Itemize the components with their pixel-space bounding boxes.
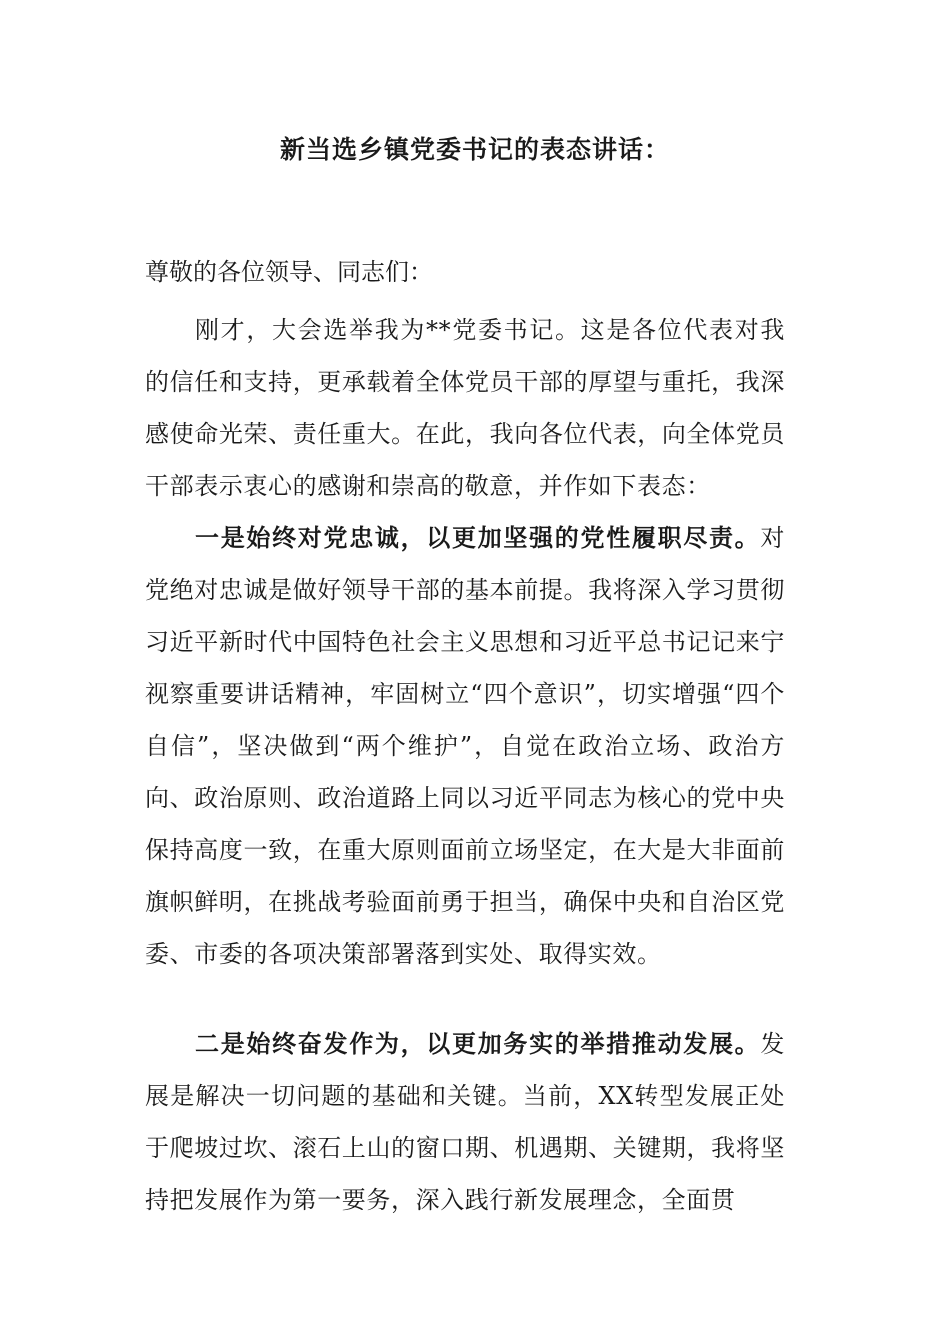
paragraph-body: 刚才，大会选举我为**党委书记。这是各位代表对我的信任和支持，更承载着全体党员干部的厚望与重托，我深感使命光荣、责任重大。在此，我向各位代表，向全体党员干部表示衷心的感谢和崇高的敬意，并作如下表态： (145, 316, 785, 500)
paragraph-opening (145, 304, 785, 512)
paragraph-lead: 二是始终奋发作为，以更加务实的举措推动发展。 (195, 1029, 761, 1058)
paragraph-point-two (145, 1018, 785, 1226)
paragraph-lead: 一是始终对党忠诚，以更加坚强的党性履职尽责。 (195, 523, 761, 552)
document-title: 新当选乡镇党委书记的表态讲话： (279, 135, 670, 164)
paragraph-body: 发展是解决一切问题的基础和关键。当前，XX转型发展正处于爬坡过坎、滚石上山的窗口期、机遇期、关键期，我将坚持把发展作为第一要务，深入践行新发展理念，全面贯 (145, 1030, 785, 1214)
paragraph-body: 对党绝对忠诚是做好领导干部的基本前提。我将深入学习贯彻习近平新时代中国特色社会主义思想和习近平总书记记来宁视察重要讲话精神，牢固树立“四个意识”，切实增强“四个自信”，坚决做到“两个维护”，自觉在政治立场、政治方向、政治原则、政治道路上同以习近平同志为核心的党中央保持高度一致，在重大原则面前立场坚定，在大是大非面前旗帜鲜明，在挑战考验面前勇于担当，确保中央和自治区党委、市委的各项决策部署落到实处、取得实效。 (145, 524, 785, 968)
salutation: 尊敬的各位领导、同志们： (145, 258, 433, 286)
paragraph-point-one (145, 512, 785, 980)
